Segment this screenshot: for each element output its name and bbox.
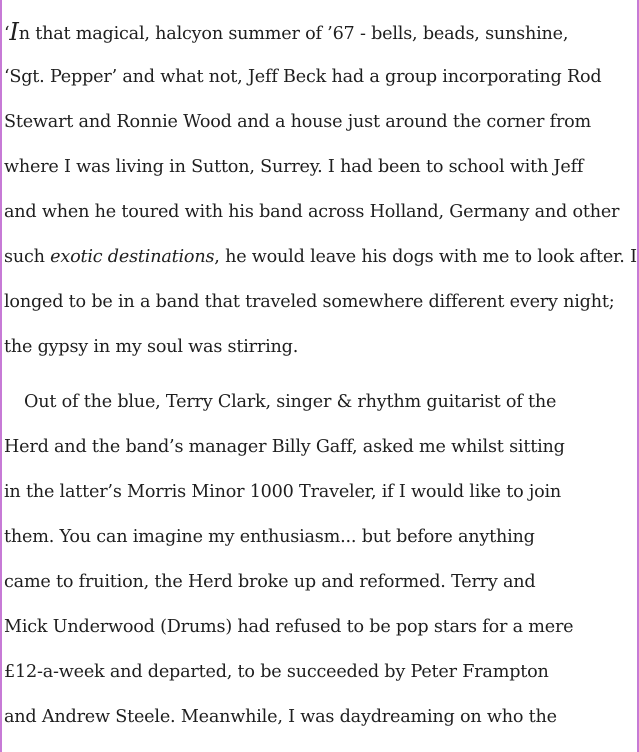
line-text: n that magical, halcyon summer of ’67 - bells, beads, sunshine, <box>18 24 569 44</box>
text-line: them. You can imagine my enthusiasm... but before anything <box>4 527 535 547</box>
body-text <box>4 10 638 740</box>
text-line: and Andrew Steele. Meanwhile, I was daydreaming on who the <box>4 707 557 727</box>
opening-quote: ‘ <box>4 24 10 44</box>
text-line: in the latter’s Morris Minor 1000 Traveler, if I would like to join <box>4 482 562 502</box>
text-line: the gypsy in my soul was stirring. <box>4 337 299 357</box>
text-line: longed to be in a band that traveled somewhere different every night; <box>4 292 615 312</box>
paragraph-1 <box>4 10 638 370</box>
text-line: Out of the blue, Terry Clark, singer & rhythm guitarist of the <box>24 392 557 412</box>
paragraph-2 <box>4 380 638 740</box>
text-line <box>4 235 638 280</box>
text-line: Mick Underwood (Drums) had refused to be pop stars for a mere <box>4 617 574 637</box>
paragraph-spacer <box>4 370 638 380</box>
italic-phrase: exotic destinations <box>50 247 215 267</box>
text-line: where I was living in Sutton, Surrey. I had been to school with Jeff <box>4 157 584 177</box>
drop-cap: I <box>9 18 19 46</box>
line-text: such <box>4 247 51 267</box>
text-line: Stewart and Ronnie Wood and a house just around the corner from <box>4 112 592 132</box>
text-line <box>4 10 638 55</box>
text-line: Herd and the band’s manager Billy Gaff, asked me whilst sitting <box>4 437 565 457</box>
text-line: came to fruition, the Herd broke up and reformed. Terry and <box>4 572 536 592</box>
text-line: and when he toured with his band across Holland, Germany and other <box>4 202 620 222</box>
text-line: ‘Sgt. Pepper’ and what not, Jeff Beck had a group incorporating Rod <box>4 67 602 87</box>
line-text: , he would leave his dogs with me to look after. I <box>214 247 637 267</box>
text-line: £12-a-week and departed, to be succeeded by Peter Frampton <box>4 662 549 682</box>
